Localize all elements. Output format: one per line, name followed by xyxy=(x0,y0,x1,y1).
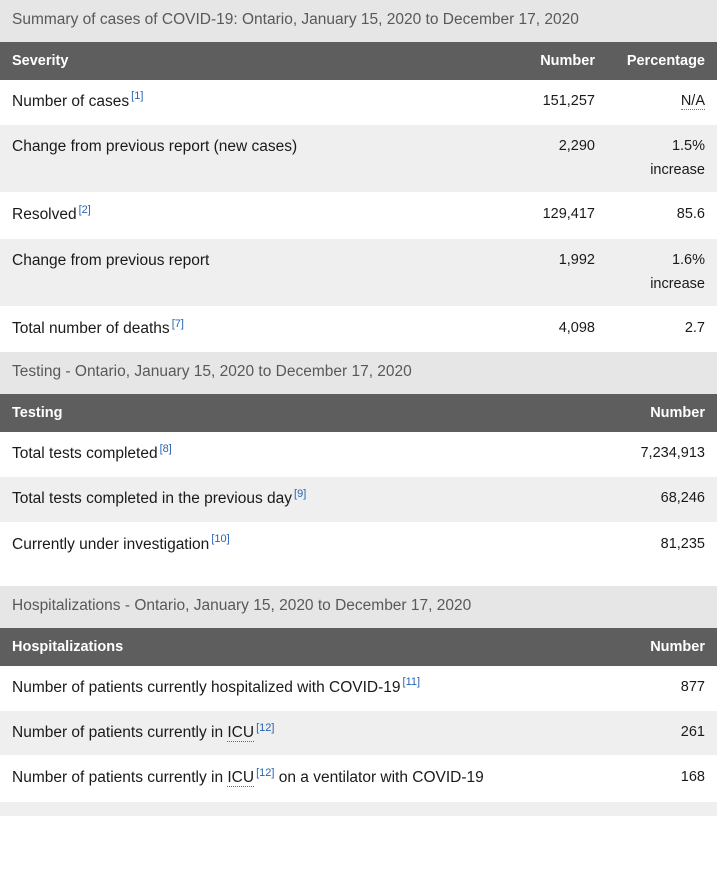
hospitalizations-table-caption: Hospitalizations - Ontario, January 15, 2020 to December 17, 2020 xyxy=(0,586,717,628)
reference-link[interactable]: [2] xyxy=(78,204,91,217)
table-row xyxy=(0,125,717,193)
page-bottom-strip xyxy=(0,802,717,816)
row-label xyxy=(12,768,555,787)
table-row xyxy=(0,193,717,238)
hospitalizations-header-label: Hospitalizations xyxy=(12,638,124,655)
testing-header-number: Number xyxy=(650,404,705,421)
row-label-text: Number of patients currently hospitalized with COVID-19 xyxy=(12,678,401,696)
row-percentage-value: 1.5% xyxy=(671,137,705,154)
not-available-value: N/A xyxy=(680,92,705,109)
summary-header-percentage: Percentage xyxy=(626,52,705,69)
hospitalizations-table-header-row xyxy=(0,628,717,666)
row-number: 877 xyxy=(680,678,705,695)
row-number: 129,417 xyxy=(542,206,595,223)
row-percentage xyxy=(595,251,705,293)
reference-link[interactable]: [1] xyxy=(131,90,144,103)
reference-link[interactable]: [10] xyxy=(211,533,230,546)
row-number: 151,257 xyxy=(542,92,595,109)
row-label xyxy=(12,205,475,224)
table-row xyxy=(0,477,717,522)
row-percentage xyxy=(595,137,705,179)
row-number: 4,098 xyxy=(558,319,595,336)
reference-link[interactable]: [12] xyxy=(256,767,275,780)
icu-abbreviation[interactable]: ICU xyxy=(227,769,255,787)
reference-link[interactable]: [7] xyxy=(171,317,184,330)
summary-header-severity: Severity xyxy=(12,52,69,69)
row-percentage xyxy=(595,92,705,110)
row-label xyxy=(12,723,555,742)
table-row xyxy=(0,666,717,711)
row-label-text: Number of patients currently in xyxy=(12,769,228,787)
table-row xyxy=(0,711,717,756)
row-percentage-direction: increase xyxy=(650,275,705,292)
section-spacer xyxy=(0,568,717,586)
row-number: 261 xyxy=(680,723,705,740)
reference-link[interactable]: [12] xyxy=(256,721,275,734)
row-label: Change from previous report (new cases) xyxy=(12,137,298,155)
summary-header-number: Number xyxy=(540,52,595,69)
table-row xyxy=(0,432,717,477)
row-label-text: Number of cases xyxy=(12,92,130,110)
row-percentage-direction: increase xyxy=(650,162,705,179)
row-number: 1,992 xyxy=(558,251,595,268)
row-number: 168 xyxy=(680,769,705,786)
testing-header-label: Testing xyxy=(12,404,63,421)
row-label-text: Total tests completed xyxy=(12,444,158,462)
row-label-text: Total number of deaths xyxy=(12,319,170,337)
row-label-text: Number of patients currently in xyxy=(12,723,228,741)
hospitalizations-header-number: Number xyxy=(650,638,705,655)
table-row xyxy=(0,523,717,568)
table-row xyxy=(0,239,717,307)
row-number: 2,290 xyxy=(558,137,595,154)
row-label-text: Resolved xyxy=(12,206,77,224)
row-label xyxy=(12,678,555,697)
row-label xyxy=(12,489,555,508)
table-row xyxy=(0,756,717,801)
table-row xyxy=(0,307,717,352)
row-percentage-value: 1.6% xyxy=(671,251,705,268)
row-label-text: Total tests completed in the previous day xyxy=(12,490,293,508)
row-label xyxy=(12,535,555,554)
summary-table-header-row xyxy=(0,42,717,80)
row-number: 7,234,913 xyxy=(640,444,705,461)
row-label xyxy=(12,319,475,338)
icu-abbreviation[interactable]: ICU xyxy=(227,723,255,741)
reference-link[interactable]: [11] xyxy=(402,676,421,689)
row-label-text-post: on a ventilator with COVID-19 xyxy=(274,769,484,787)
table-row xyxy=(0,80,717,125)
row-percentage: 2.7 xyxy=(684,319,705,336)
reference-link[interactable]: [8] xyxy=(159,442,172,455)
row-number: 81,235 xyxy=(660,535,705,552)
testing-table-caption: Testing - Ontario, January 15, 2020 to December 17, 2020 xyxy=(0,352,717,394)
testing-table-header-row xyxy=(0,394,717,432)
row-label xyxy=(12,92,475,111)
summary-table-caption: Summary of cases of COVID-19: Ontario, January 15, 2020 to December 17, 2020 xyxy=(0,0,717,42)
row-label xyxy=(12,444,555,463)
row-percentage: 85.6 xyxy=(676,206,705,223)
row-label: Change from previous report xyxy=(12,251,210,269)
reference-link[interactable]: [9] xyxy=(294,488,307,501)
row-label-text: Currently under investigation xyxy=(12,535,210,553)
row-number: 68,246 xyxy=(660,490,705,507)
